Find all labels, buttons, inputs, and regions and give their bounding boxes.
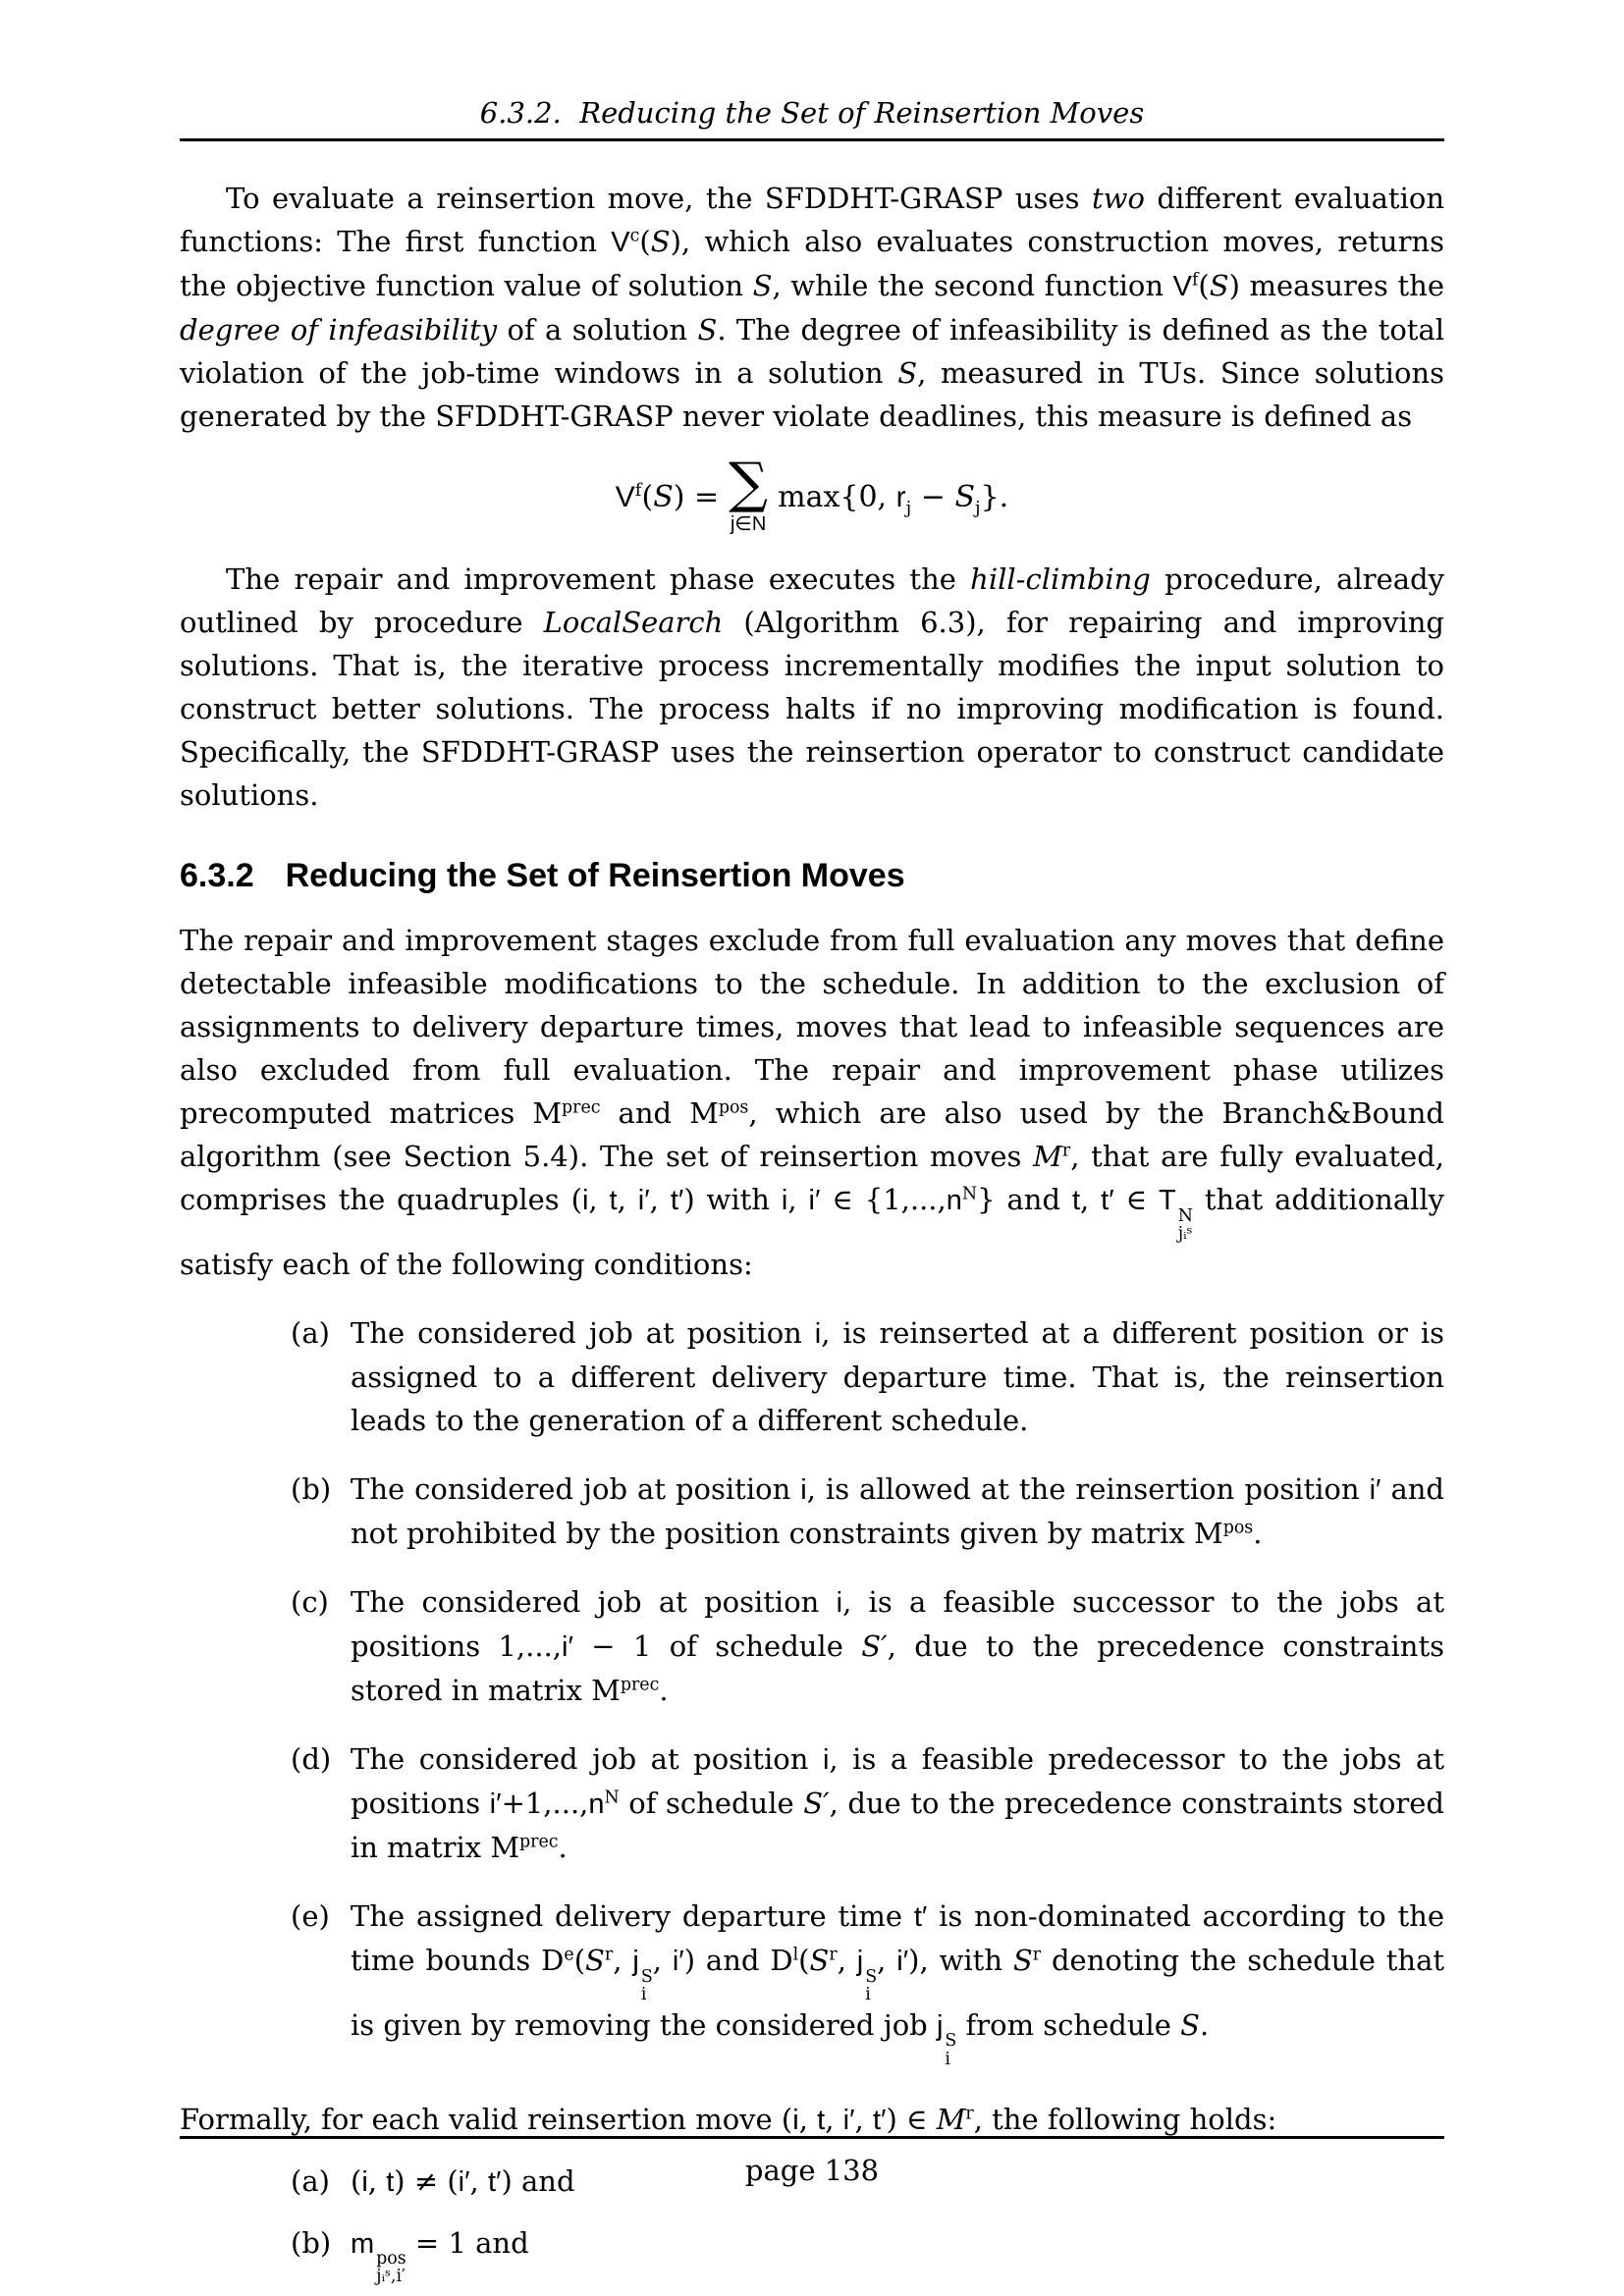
section-heading bbox=[180, 856, 1444, 895]
sum-limits: j∈N bbox=[730, 513, 767, 536]
holds-label-b: (b) bbox=[291, 2225, 332, 2260]
condition-text-c: The considered job at position i, is a feasible successor to the jobs at positions 1,...,i′ − 1 of schedule S′, due to the precedence constraints stored in matrix $M^{prec}$. bbox=[351, 1585, 1444, 1708]
running-header-title: 6.3.2. Reducing the Set of Reinsertion Moves bbox=[479, 96, 1145, 130]
condition-list bbox=[180, 1311, 1444, 2068]
condition-label-d: (d) bbox=[291, 1742, 332, 1777]
holds-text-a: (i, t) ≠ (i′, t′) and bbox=[351, 2163, 575, 2198]
condition-item-b bbox=[180, 1468, 1444, 1555]
condition-label-c: (c) bbox=[291, 1585, 329, 1620]
para-evaluation-functions: To evaluate a reinsertion move, the SFDDHT-GRASP uses two different evaluation functions: The first function $V^c(S)$, which also evaluates construction moves, returns the objective function value of solution S, while the second function $V^f(S)$ measures the degree of infeasibility of a solution S. The degree of infeasibility is defined as the total violation of the job-time windows in a solution S, measured in TUs. Since solutions generated by the SFDDHT-GRASP never violate deadlines, this measure is defined as bbox=[180, 182, 1445, 433]
holds-text-b: m pos jᵢˢ,i′ = 1 and bbox=[351, 2225, 529, 2287]
footer-rule bbox=[180, 2136, 1444, 2139]
equation-lhs: $V^f(S)$ = bbox=[615, 479, 720, 514]
condition-text-d: The considered job at position i, is a feasible predecessor to the jobs at positions $i'+1,...,n^N$ of schedule S′, due to the precedence constraints stored in matrix $M^{prec}$. bbox=[351, 1742, 1444, 1865]
holds-item-b bbox=[180, 2221, 1444, 2286]
section-number: 6.3.2 bbox=[180, 857, 254, 895]
page-number: page 138 bbox=[744, 2154, 880, 2187]
condition-item-a bbox=[180, 1311, 1444, 1442]
condition-label-a: (a) bbox=[291, 1316, 330, 1351]
header-rule bbox=[180, 138, 1444, 141]
condition-item-c bbox=[180, 1580, 1444, 1712]
holds-label-a: (a) bbox=[291, 2163, 330, 2198]
para-repair-improvement: The repair and improvement phase executes the hill-climbing procedure, already outlined by procedure LocalSearch (Algorithm 6.3), for repairing and improving solutions. That is, the iterative process incrementally modifies the input solution to construct better solutions. The process halts if no improving modification is found. Specifically, the SFDDHT-GRASP uses the reinsertion operator to construct candidate solutions. bbox=[180, 562, 1444, 813]
para-move-reduction: The repair and improvement stages exclude from full evaluation any moves that define detectable infeasible modifications to the schedule. In addition to the exclusion of assignments to delivery departure times, moves that lead to infeasible sequences are also excluded from full evaluation. The repair and improvement phase utilizes precomputed matrices $M^{prec}$ and $M^{pos}$, which are also used by the Branch&Bound algorithm (see Section 5.4). The set of reinsertion moves $M^r$, that are fully evaluated, comprises the quadruples (i, t, i′, t′) with i, i′ ∈ $\{1,...,n^N\}$ and t, t′ ∈ T N jᵢˢ that additionally satisfy each of the following conditions: bbox=[180, 924, 1445, 1282]
sum-symbol: ∑ bbox=[729, 452, 769, 515]
display-equation bbox=[180, 452, 1444, 536]
equation-rhs: max{0, $r_j - S_j$}. bbox=[778, 479, 1009, 518]
condition-text-e: The assigned delivery departure time t′ is non-dominated according to the time bounds $De(S^r$, j S i , i′) and $D^l(S^r$, j S i , i′), with $S^r$ denoting the schedule that is given by removing the considered job j S i from schedule S. bbox=[351, 1899, 1445, 2069]
summation-operator bbox=[729, 452, 769, 536]
running-header bbox=[180, 0, 1444, 141]
para-formally: Formally, for each valid reinsertion move (i, t, i′, t′) ∈ $M^r$, the following holds: bbox=[180, 2102, 1277, 2136]
section-title: Reducing the Set of Reinsertion Moves bbox=[285, 857, 905, 895]
condition-text-a: The considered job at position i, is reinserted at a different position or is assigned to a different delivery departure time. That is, the reinsertion leads to the generation of a different schedule. bbox=[351, 1316, 1444, 1438]
condition-item-e bbox=[180, 1895, 1444, 2068]
condition-item-d bbox=[180, 1737, 1444, 1869]
condition-label-b: (b) bbox=[291, 1472, 332, 1507]
condition-text-b: The considered job at position i, is allowed at the reinsertion position i′ and not prohibited by the position constraints given by matrix $M^{pos}$. bbox=[351, 1472, 1445, 1551]
condition-label-e: (e) bbox=[291, 1899, 330, 1934]
